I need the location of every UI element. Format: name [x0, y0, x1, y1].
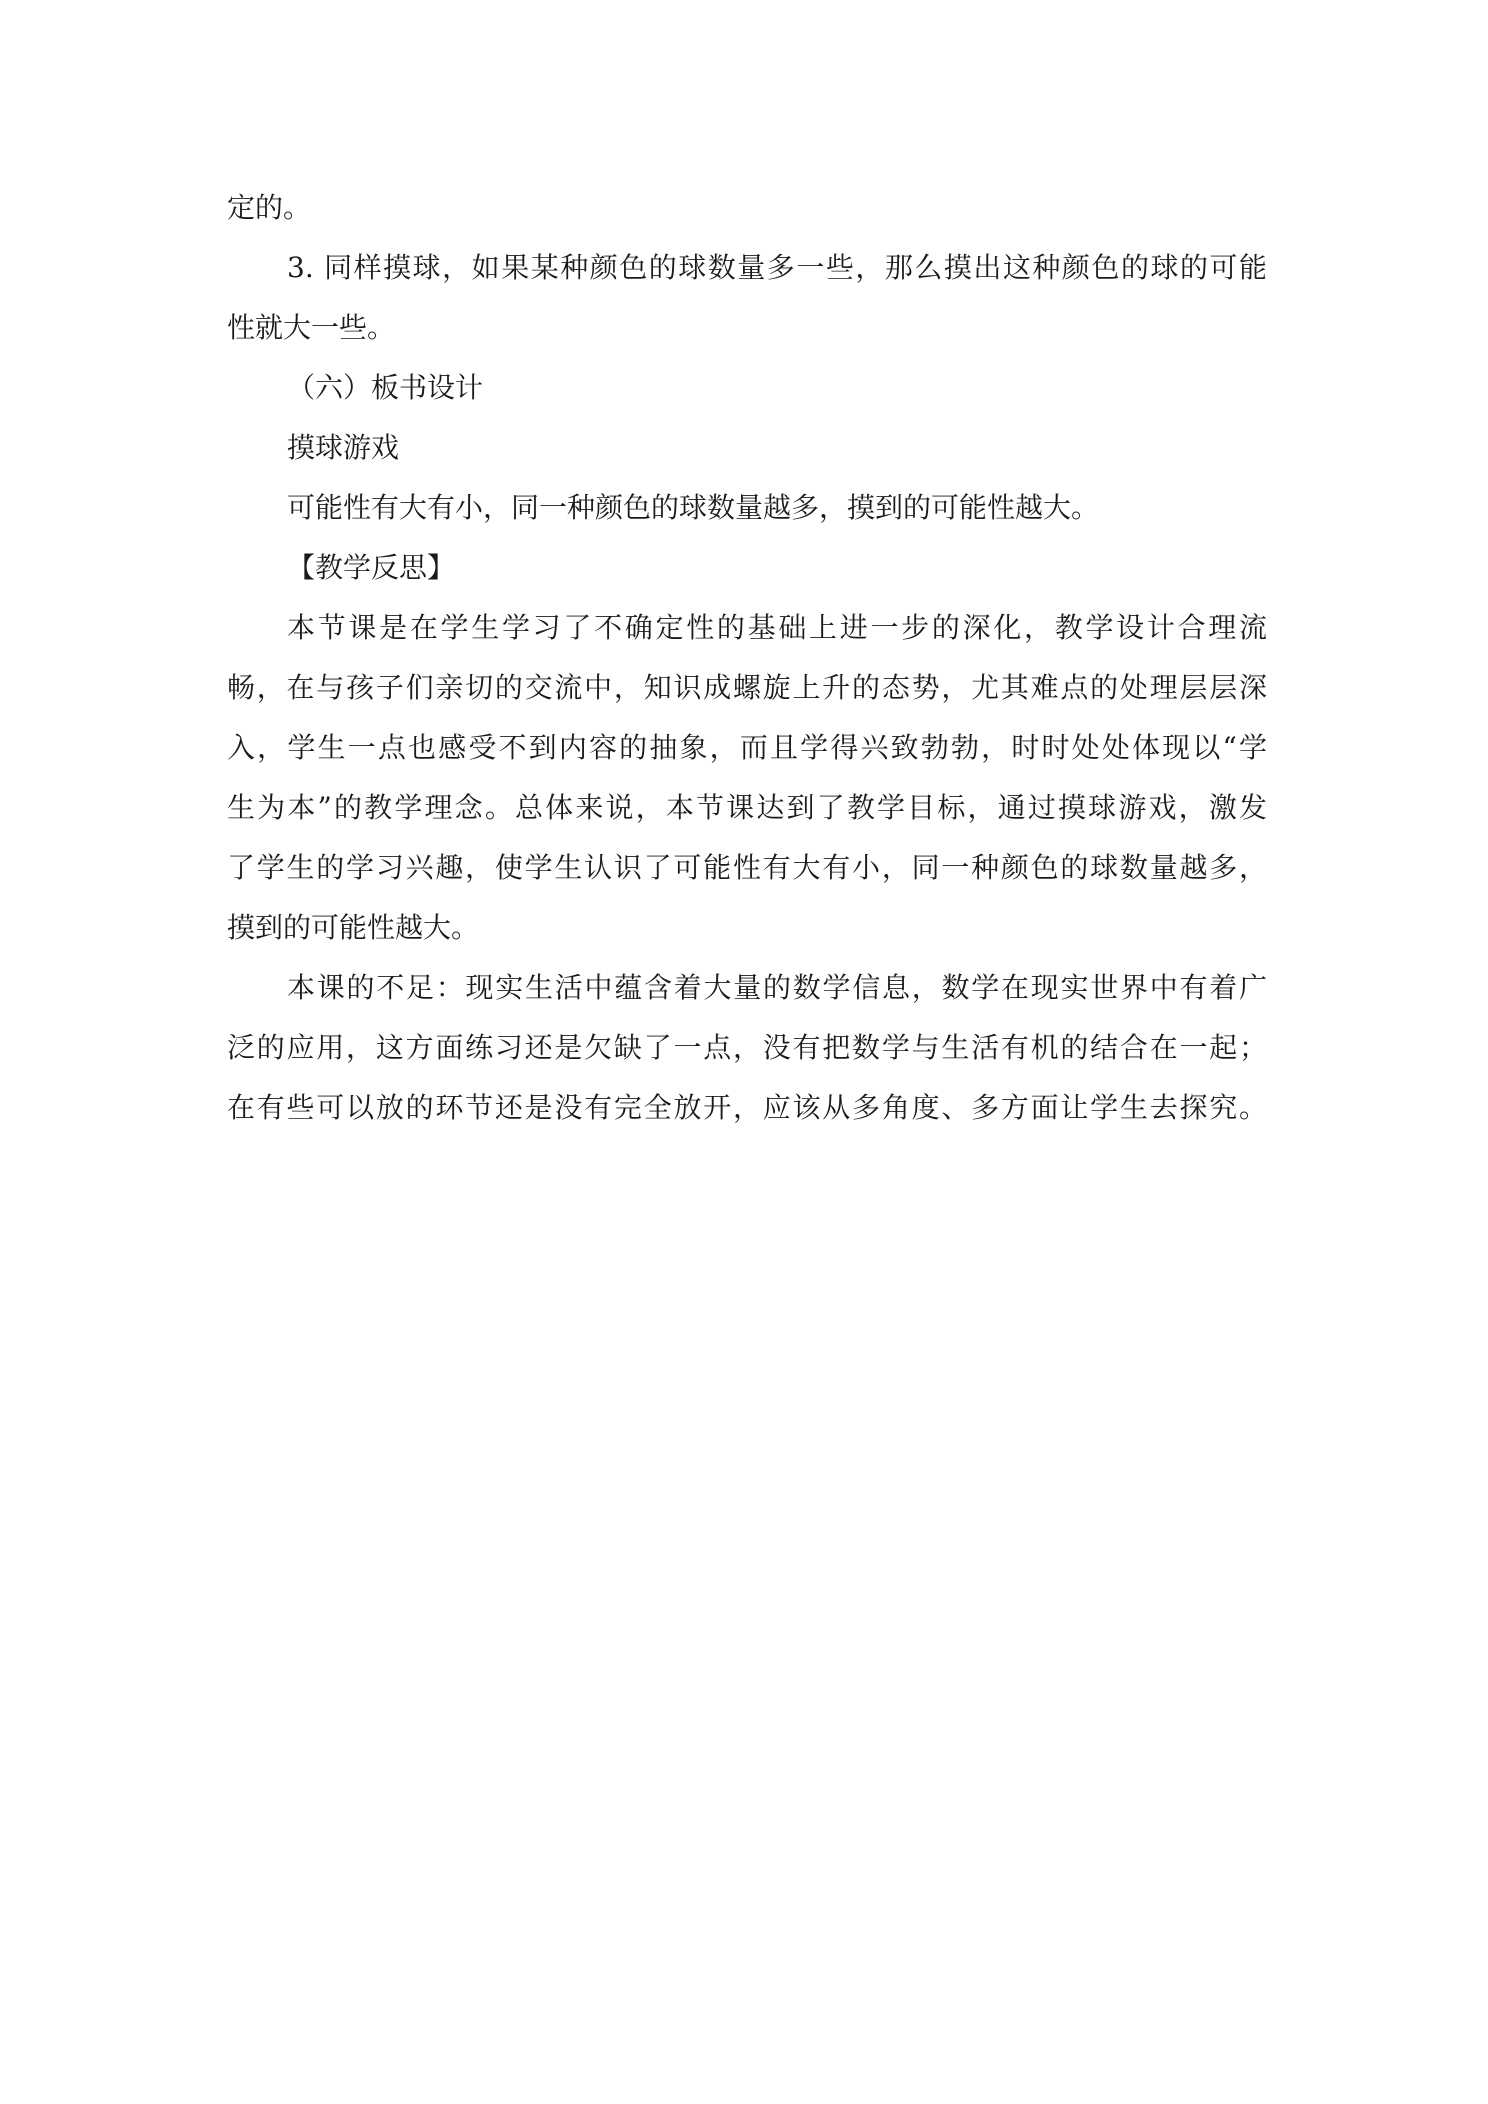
reflection-paragraph-2-line-1: 本课的不足：现实生活中蕴含着大量的数学信息，数学在现实世界中有着广	[287, 971, 1267, 1004]
board-design-title: 摸球游戏	[287, 431, 400, 464]
reflection-paragraph-1-line-1: 本节课是在学生学习了不确定性的基础上进一步的深化，教学设计合理流	[287, 611, 1267, 644]
reflection-paragraph-1-line-2: 畅，在与孩子们亲切的交流中，知识成螺旋上升的态势，尤其难点的处理层层深	[227, 671, 1267, 704]
section-heading-teaching-reflection: 【教学反思】	[287, 551, 456, 584]
reflection-paragraph-2-line-2: 泛的应用，这方面练习还是欠缺了一点，没有把数学与生活有机的结合在一起；	[227, 1031, 1267, 1064]
paragraph-point-3-line-1: 3. 同样摸球，如果某种颜色的球数量多一些，那么摸出这种颜色的球的可能	[287, 251, 1267, 284]
section-heading-board-design: （六）板书设计	[287, 371, 484, 404]
paragraph-point-3-line-2: 性就大一些。	[227, 311, 396, 344]
paragraph-continuation-line: 定的。	[227, 191, 312, 224]
document-body	[227, 178, 1267, 1138]
board-design-conclusion: 可能性有大有小，同一种颜色的球数量越多，摸到的可能性越大。	[287, 491, 1100, 524]
reflection-paragraph-1-line-6: 摸到的可能性越大。	[227, 911, 480, 944]
reflection-paragraph-2-line-3: 在有些可以放的环节还是没有完全放开，应该从多角度、多方面让学生去探究。	[227, 1091, 1267, 1124]
reflection-paragraph-1-line-4: 生为本”的教学理念。总体来说，本节课达到了教学目标，通过摸球游戏，激发	[227, 791, 1267, 824]
reflection-paragraph-1-line-3: 入，学生一点也感受不到内容的抽象，而且学得兴致勃勃，时时处处体现以“学	[227, 731, 1267, 764]
reflection-paragraph-1-line-5: 了学生的学习兴趣，使学生认识了可能性有大有小，同一种颜色的球数量越多，	[227, 851, 1267, 884]
